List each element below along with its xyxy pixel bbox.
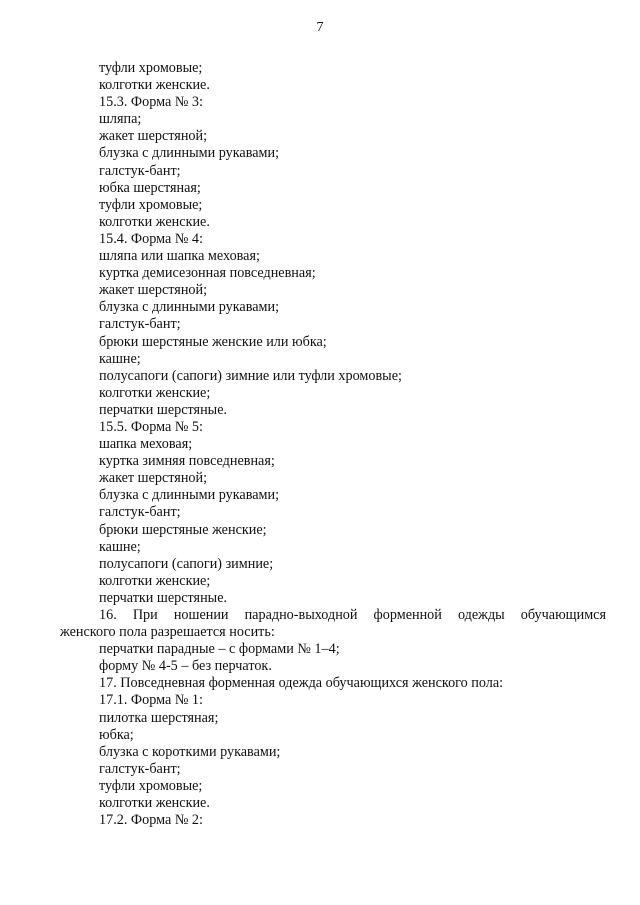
section-heading: 15.3. Форма № 3: <box>99 94 203 111</box>
text-line: куртка демисезонная повседневная; <box>99 265 316 282</box>
text-line: шляпа или шапка меховая; <box>99 248 260 265</box>
text-line: галстук-бант; <box>99 162 181 179</box>
section-heading: 15.5. Форма № 5: <box>99 418 203 435</box>
paragraph-continuation-line: женского пола разрешается носить: <box>60 624 275 641</box>
text-line: туфли хромовые; <box>99 196 203 213</box>
text-line: колготки женские. <box>99 213 210 230</box>
text-line: полусапоги (сапоги) зимние; <box>99 555 274 572</box>
text-line: колготки женские. <box>99 77 210 94</box>
text-line: полусапоги (сапоги) зимние или туфли хромовые; <box>99 367 402 384</box>
text-line: шляпа; <box>99 111 142 128</box>
text-line: жакет шерстяной; <box>99 282 208 299</box>
text-line: жакет шерстяной; <box>99 470 208 487</box>
text-line: блузка с длинными рукавами; <box>99 145 280 162</box>
text-line: кашне; <box>99 538 141 555</box>
text-line: колготки женские; <box>99 572 211 589</box>
text-line: брюки шерстяные женские или юбка; <box>99 333 327 350</box>
text-line: колготки женские. <box>99 795 210 812</box>
page-number: 7 <box>316 20 324 35</box>
section-heading: 15.4. Форма № 4: <box>99 230 203 247</box>
document-body <box>60 60 606 829</box>
text-line: жакет шерстяной; <box>99 128 208 145</box>
text-line: шапка меховая; <box>99 436 193 453</box>
text-line: туфли хромовые; <box>99 777 203 794</box>
text-line: галстук-бант; <box>99 760 181 777</box>
text-line: пилотка шерстяная; <box>99 709 219 726</box>
text-line: перчатки шерстяные. <box>99 401 228 418</box>
text-line: галстук-бант; <box>99 316 181 333</box>
paragraph-first-line: 16. При ношении парадно-выходной форменной одежды обучающимся <box>99 607 606 623</box>
text-line: туфли хромовые; <box>99 60 203 76</box>
text-line: брюки шерстяные женские; <box>99 521 267 538</box>
text-line: перчатки шерстяные. <box>99 589 228 606</box>
text-line: юбка шерстяная; <box>99 179 201 196</box>
text-line: колготки женские; <box>99 384 211 401</box>
text-line: перчатки парадные – с формами № 1–4; <box>99 641 340 658</box>
section-heading: 17. Повседневная форменная одежда обучающихся женского пола: <box>99 675 504 692</box>
text-line: блузка с длинными рукавами; <box>99 487 280 504</box>
section-heading: 17.1. Форма № 1: <box>99 692 203 709</box>
text-line: куртка зимняя повседневная; <box>99 453 275 470</box>
text-line: блузка с длинными рукавами; <box>99 299 280 316</box>
text-line: форму № 4-5 – без перчаток. <box>99 658 272 675</box>
paragraph-16 <box>60 607 606 641</box>
text-line: галстук-бант; <box>99 504 181 521</box>
section-heading: 17.2. Форма № 2: <box>99 812 203 829</box>
text-line: блузка с короткими рукавами; <box>99 743 281 760</box>
text-line: кашне; <box>99 350 141 367</box>
text-line: юбка; <box>99 726 134 743</box>
